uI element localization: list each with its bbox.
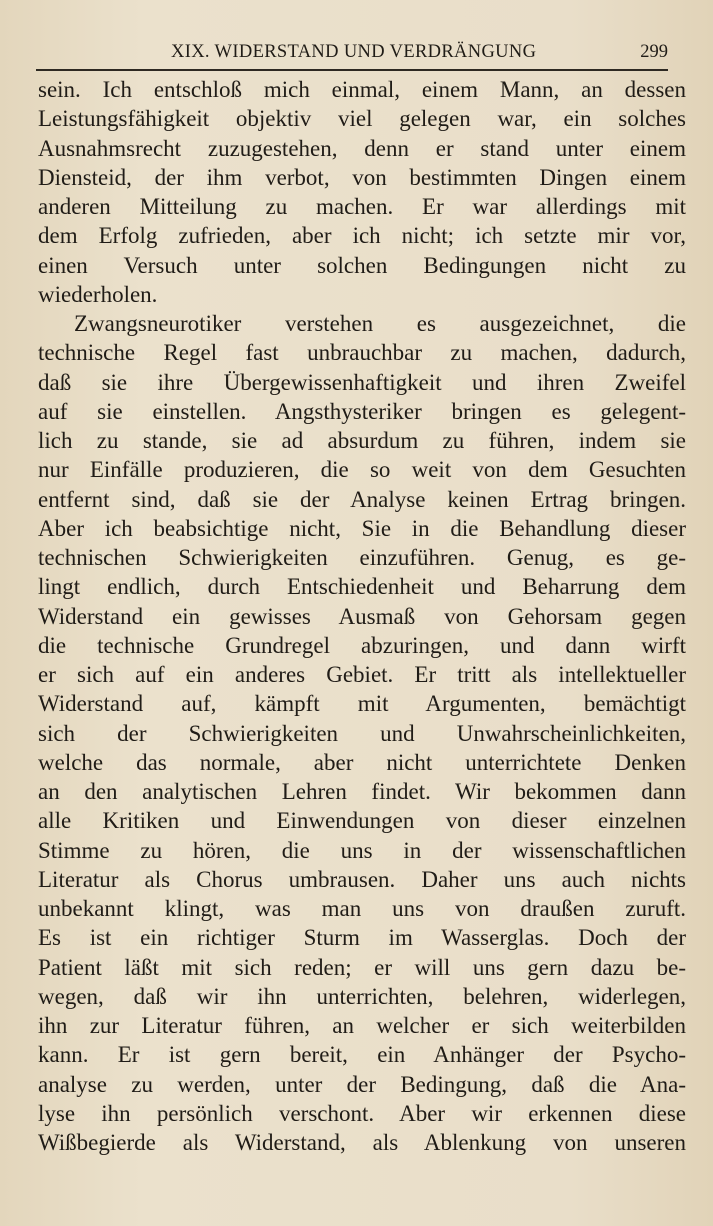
text-line: lich zu stande, sie ad absurdum zu führen, indem sie <box>38 428 686 453</box>
text-line: lyse ihn persönlich verschont. Aber wir erkennen diese <box>38 1100 686 1126</box>
text-line: kann. Er ist gern bereit, ein Anhänger der Psycho- <box>38 1042 686 1068</box>
text-line: lingt endlich, durch Entschiedenheit und Beharrung dem <box>38 574 686 600</box>
text-line: Leistungsfähigkeit objektiv viel gelegen war, ein solches <box>38 106 686 132</box>
text-line: Literatur als Chorus umbrausen. Daher uns auch nichts <box>38 866 686 892</box>
page-header <box>36 42 668 68</box>
text-line: die technische Grundregel abzuringen, und dann wirft <box>38 632 686 658</box>
text-line: Es ist ein richtiger Sturm im Wasserglas. Doch der <box>38 925 686 951</box>
text-line: einen Versuch unter solchen Bedingungen nicht zu <box>38 252 686 278</box>
text-line: alle Kritiken und Einwendungen von dieser einzelnen <box>38 808 686 834</box>
text-line: Stimme zu hören, die uns in der wissenschaftlichen <box>38 837 686 863</box>
text-line: technischen Schwierigkeiten einzuführen. Genug, es ge- <box>38 545 686 570</box>
running-title: XIX. WIDERSTAND UND VERDRÄNGUNG <box>171 42 537 62</box>
text-line: sich der Schwierigkeiten und Unwahrscheinlichkeiten, <box>38 720 686 746</box>
page-number: 299 <box>640 42 668 62</box>
body-text <box>38 75 686 1157</box>
text-line: Aber ich beabsichtige nicht, Sie in die Behandlung dieser <box>38 515 686 541</box>
text-line: Widerstand ein gewisses Ausmaß von Gehorsam gegen <box>38 603 686 629</box>
text-line: analyse zu werden, unter der Bedingung, daß die Ana- <box>38 1071 686 1097</box>
text-line: dem Erfolg zufrieden, aber ich nicht; ich setzte mir vor, <box>38 223 686 249</box>
text-line: unbekannt klingt, was man uns von draußen zuruft. <box>38 896 686 921</box>
text-line: welche das normale, aber nicht unterrichtete Denken <box>38 749 686 775</box>
text-line: wiederholen. <box>38 281 158 307</box>
text-line: Patient läßt mit sich reden; er will uns gern dazu be- <box>38 954 686 980</box>
text-line: nur Einfälle produzieren, die so weit von dem Gesuchten <box>38 457 686 483</box>
text-line: Ausnahmsrecht zuzugestehen, denn er stand unter einem <box>38 135 686 161</box>
text-line: an den analytischen Lehren findet. Wir bekommen dann <box>38 779 686 804</box>
text-line: daß sie ihre Übergewissenhaftigkeit und ihren Zweifel <box>38 369 686 395</box>
text-line: Diensteid, der ihm verbot, von bestimmten Dingen einem <box>38 164 686 190</box>
paragraph-first-line: Zwangsneurotiker verstehen es ausgezeichnet, die <box>74 311 686 336</box>
text-line: auf sie einstellen. Angsthysteriker bringen es gelegent- <box>38 398 686 424</box>
text-line: Wißbegierde als Widerstand, als Ablenkung von unseren <box>38 1130 686 1155</box>
text-line: er sich auf ein anderes Gebiet. Er tritt als intellektueller <box>38 662 686 687</box>
text-line: technische Regel fast unbrauchbar zu machen, dadurch, <box>38 340 686 366</box>
text-line: ihn zur Literatur führen, an welcher er sich weiterbilden <box>38 1013 686 1038</box>
text-line: anderen Mitteilung zu machen. Er war allerdings mit <box>38 194 686 219</box>
text-line: entfernt sind, daß sie der Analyse keinen Ertrag bringen. <box>38 486 686 512</box>
text-line: sein. Ich entschloß mich einmal, einem Mann, an dessen <box>38 77 686 102</box>
text-line: wegen, daß wir ihn unterrichten, belehren, widerlegen, <box>38 983 686 1009</box>
text-line: Widerstand auf, kämpft mit Argumenten, bemächtigt <box>38 691 686 717</box>
header-rule <box>36 69 668 71</box>
